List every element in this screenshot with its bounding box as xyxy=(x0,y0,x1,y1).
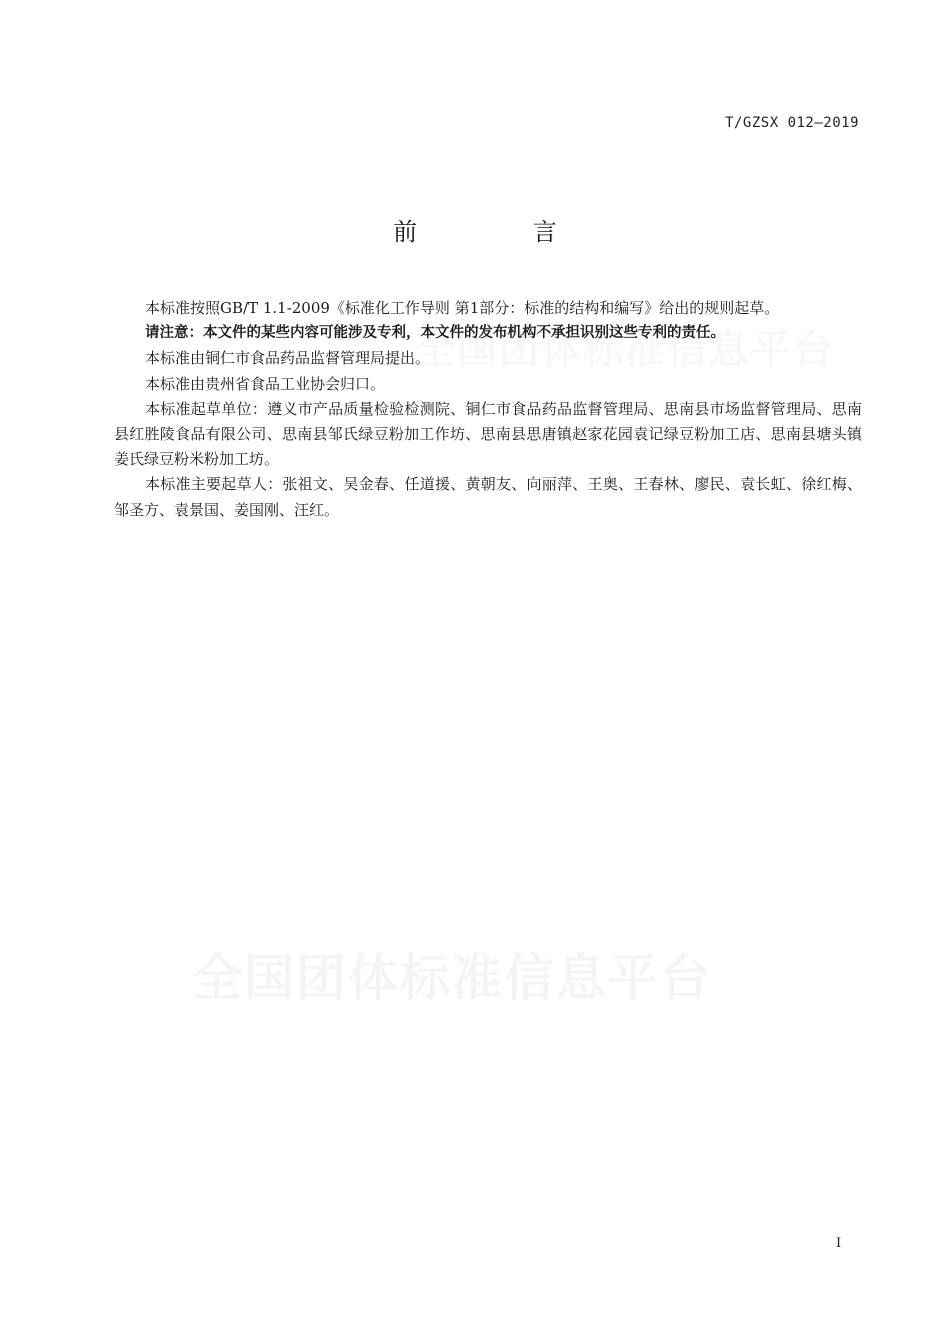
page-title: 前 言 xyxy=(393,218,611,246)
foreword-body xyxy=(114,296,862,523)
watermark xyxy=(192,938,712,1010)
page-number: I xyxy=(836,1236,842,1251)
paragraph-drafters: 本标准主要起草人：张祖文、吴金春、任道援、黄朝友、向丽萍、王奥、王春林、廖民、袁长虹、徐红梅、邹圣方、袁景国、姜国刚、汪红。 xyxy=(114,475,862,519)
paragraph-administrator: 本标准由贵州省食品工业协会归口。 xyxy=(145,374,386,393)
paragraph-patent-notice: 请注意：本文件的某些内容可能涉及专利，本文件的发布机构不承担识别这些专利的责任。 xyxy=(145,325,725,342)
paragraph-drafting-units: 本标准起草单位：遵义市产品质量检验检测院、铜仁市食品药品监督管理局、思南县市场监督管理局、思南县红胜陵食品有限公司、思南县邹氏绿豆粉加工作坊、思南县思唐镇赵家花园袁记绿豆粉加工店、思南县塘头镇姜氏绿豆粉米粉加工坊。 xyxy=(114,399,862,469)
paragraph-drafting-rules: 本标准按照GB/T 1.1-2009《标准化工作导则 第1部分：标准的结构和编写》给出的规则起草。 xyxy=(145,299,780,317)
standard-code: T/GZSX 012—2019 xyxy=(725,115,859,131)
paragraph-proposer: 本标准由铜仁市食品药品监督管理局提出。 xyxy=(145,349,431,368)
